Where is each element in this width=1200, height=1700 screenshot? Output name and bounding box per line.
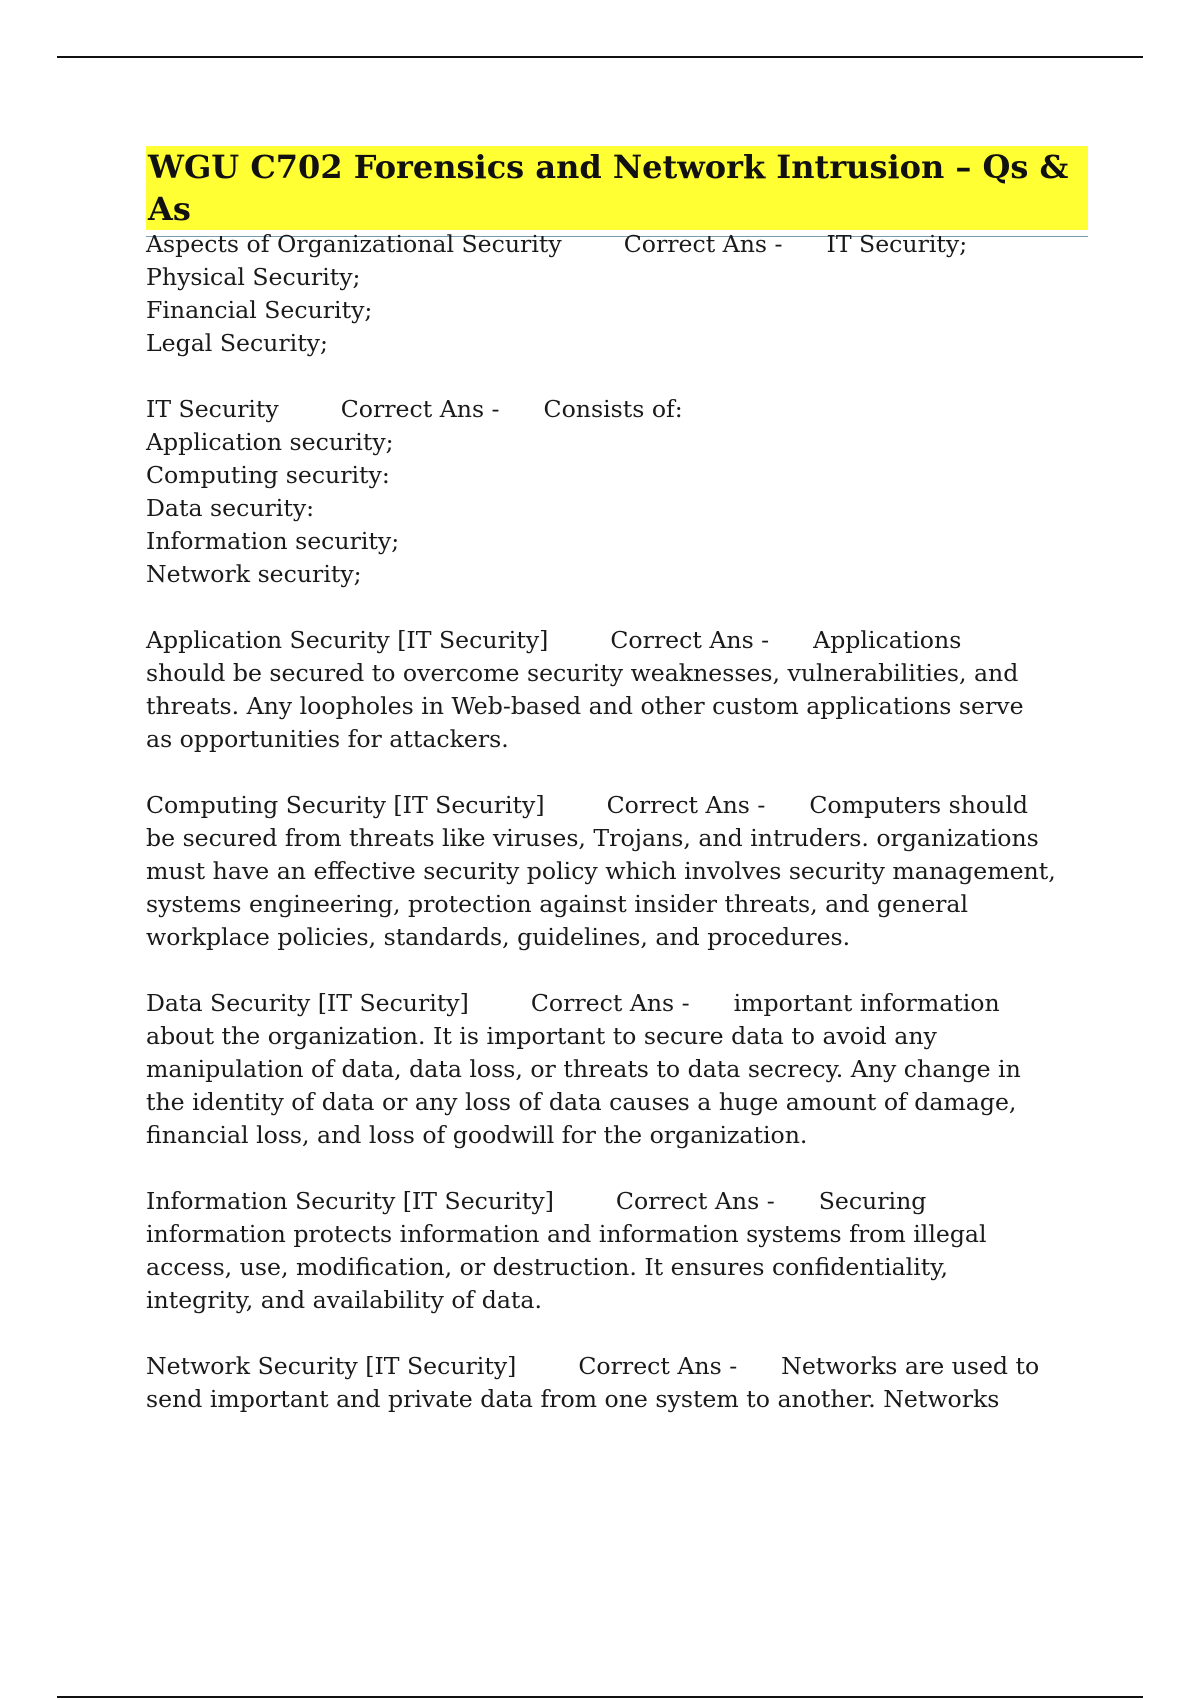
answer-line: workplace policies, standards, guidelines, and procedures. [146,923,851,951]
answer-line: Legal Security; [146,329,328,357]
document-title: WGU C702 Forensics and Network Intrusion – Qs & As [146,146,1088,230]
correct-ans-label: Correct Ans - [623,230,783,258]
qa-entry [146,228,1092,360]
qa-entry [146,1185,1092,1317]
qa-first-line [146,624,1092,657]
answer-line: manipulation of data, data loss, or threats to data secrecy. Any change in [146,1055,1021,1083]
question-text: IT Security [146,395,279,423]
qa-first-line [146,228,1092,261]
answer-line: Physical Security; [146,263,361,291]
qa-entry [146,393,1092,591]
question-text: Network Security [IT Security] [146,1352,517,1380]
answer-line: Data security: [146,494,315,522]
answer-start: Consists of: [543,395,683,423]
correct-ans-label: Correct Ans - [578,1352,738,1380]
question-text: Computing Security [IT Security] [146,791,545,819]
question-text: Data Security [IT Security] [146,989,469,1017]
answer-line: threats. Any loopholes in Web-based and other custom applications serve [146,692,1024,720]
answer-start: Securing [818,1187,927,1215]
answer-start: IT Security; [826,230,968,258]
answer-line: systems engineering, protection against insider threats, and general [146,890,969,918]
answer-start: important information [733,989,1000,1017]
answer-line: access, use, modification, or destruction. It ensures confidentiality, [146,1253,948,1281]
correct-ans-label: Correct Ans - [530,989,690,1017]
qa-first-line [146,1185,1092,1218]
answer-line: Network security; [146,560,362,588]
bottom-rule [57,1696,1143,1698]
answer-line: must have an effective security policy which involves security management, [146,857,1056,885]
answer-line: should be secured to overcome security weaknesses, vulnerabilities, and [146,659,1019,687]
answer-line: information protects information and information systems from illegal [146,1220,987,1248]
answer-line: integrity, and availability of data. [146,1286,542,1314]
answer-line: the identity of data or any loss of data causes a huge amount of damage, [146,1088,1017,1116]
answer-line: Information security; [146,527,400,555]
answer-start: Networks are used to [781,1352,1040,1380]
answer-line: Application security; [146,428,394,456]
qa-list [146,228,1092,1449]
answer-line: financial loss, and loss of goodwill for the organization. [146,1121,808,1149]
correct-ans-label: Correct Ans - [610,626,770,654]
correct-ans-label: Correct Ans - [615,1187,775,1215]
answer-line: be secured from threats like viruses, Trojans, and intruders. organizations [146,824,1039,852]
answer-line: about the organization. It is important to secure data to avoid any [146,1022,937,1050]
qa-first-line [146,1350,1092,1383]
correct-ans-label: Correct Ans - [340,395,500,423]
answer-line: as opportunities for attackers. [146,725,509,753]
answer-line: send important and private data from one system to another. Networks [146,1385,1000,1413]
qa-entry [146,624,1092,756]
title-block [146,146,1088,237]
answer-line: Computing security: [146,461,390,489]
qa-entry [146,987,1092,1152]
qa-first-line [146,393,1092,426]
question-text: Aspects of Organizational Security [146,230,562,258]
qa-first-line [146,789,1092,822]
correct-ans-label: Correct Ans - [606,791,766,819]
answer-start: Applications [813,626,962,654]
qa-entry [146,789,1092,954]
answer-start: Computers should [809,791,1028,819]
question-text: Information Security [IT Security] [146,1187,554,1215]
qa-first-line [146,987,1092,1020]
answer-line: Financial Security; [146,296,373,324]
question-text: Application Security [IT Security] [146,626,549,654]
qa-entry [146,1350,1092,1416]
top-rule [57,56,1143,58]
